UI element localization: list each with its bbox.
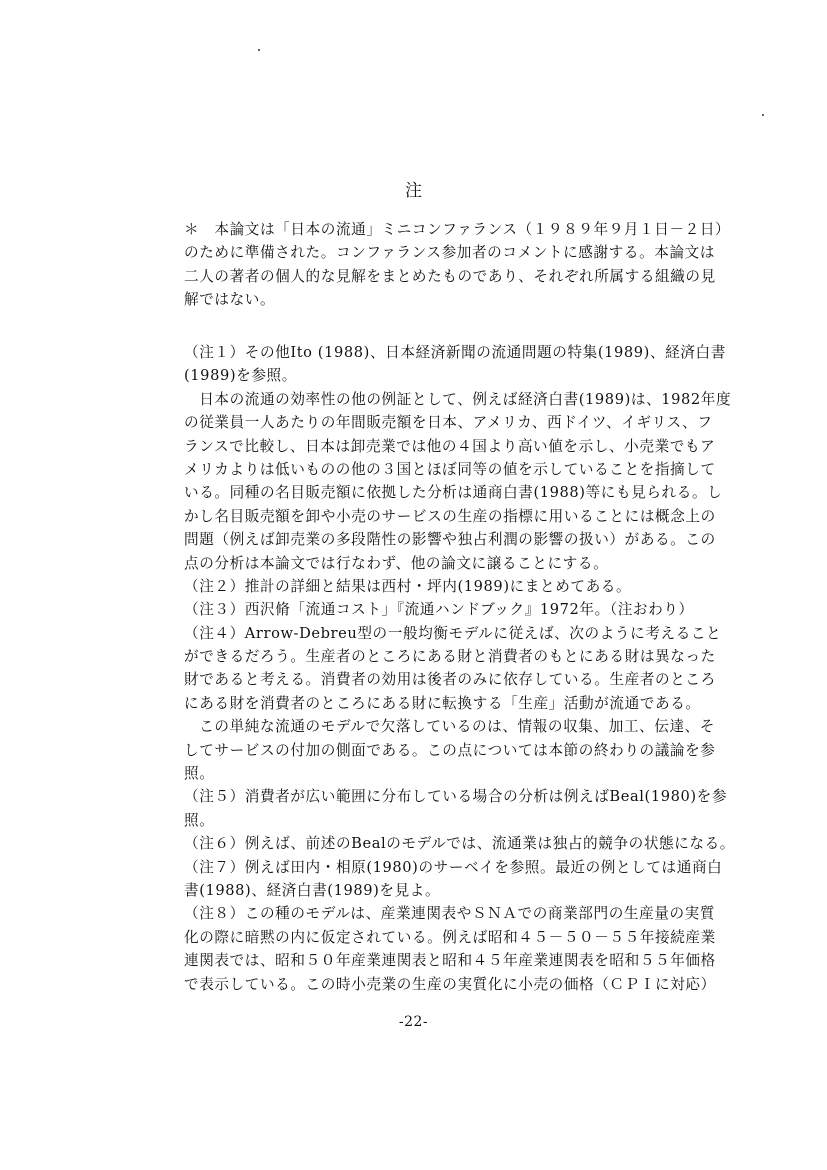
- note-1-line: いる。同種の名目販売額に依拠した分析は通商白書(1988)等にも見られる。し: [184, 484, 723, 502]
- text-line: のために準備された。コンファランス参加者のコメントに感謝する。本論文は: [184, 244, 716, 262]
- note-1-line: ランスで比較し、日本は卸売業では他の４国より高い値を示し、小売業でもア: [184, 437, 716, 455]
- note-8-line: 化の際に暗黙の内に仮定されている。例えば昭和４５－５０－５５年接続産業: [184, 928, 716, 946]
- note-4-line: 財であると考える。消費者の効用は後者のみに依存している。生産者のところ: [184, 671, 716, 689]
- note-8-line: で表示している。この時小売業の生産の実質化に小売の価格（ＣＰＩに対応）: [184, 975, 716, 993]
- footnotes-section: [184, 341, 735, 996]
- note-4-line: この単純な流通のモデルで欠落しているのは、情報の収集、加工、伝達、そ: [184, 718, 716, 736]
- text-line: 解ではない。: [184, 291, 276, 309]
- scan-speck: [258, 49, 260, 51]
- notes-heading: 注: [405, 181, 422, 201]
- note-8-line: 連関表では、昭和５０年産業連関表と昭和４５年産業連関表を昭和５５年価格: [184, 952, 716, 970]
- note-4-line: 照。: [184, 765, 215, 783]
- note-1-line: （注１）その他Ito (1988)、日本経済新聞の流通問題の特集(1989)、経済白書: [184, 344, 726, 361]
- note-1-line: 問題（例えば卸売業の多段階性の影響や独占利潤の影響の扱い）がある。この: [184, 531, 716, 549]
- note-2-line: （注２）推計の詳細と結果は西村・坪内(1989)にまとめてある。: [184, 577, 632, 595]
- note-5-line: 照。: [184, 811, 215, 829]
- note-7-line: 書(1988)、経済白書(1989)を見よ。: [184, 881, 441, 899]
- note-8-line: （注８）この種のモデルは、産業連関表やＳＮＡでの商業部門の生産量の実質: [184, 905, 716, 923]
- note-4-line: ができるだろう。生産者のところにある財と消費者のもとにある財は異なった: [184, 648, 716, 666]
- text-line: ＊ 本論文は「日本の流通」ミニコンファランス（１９８９年９月１日－２日）: [184, 221, 731, 238]
- note-4-line: （注４）Arrow-Debreu型の一般均衡モデルに従えば、次のように考えること: [184, 624, 722, 642]
- note-6-line: （注６）例えば、前述のBealのモデルでは、流通業は独占的競争の状態になる。: [184, 835, 735, 853]
- text-line: 二人の著者の個人的な見解をまとめたものであり、それぞれ所属する組織の見: [184, 267, 716, 285]
- note-4-line: してサービスの付加の側面である。この点については本節の終わりの議論を参: [184, 741, 716, 759]
- note-1-line: かし名目販売額を卸や小売のサービスの生産の指標に用いることには概念上の: [184, 507, 716, 525]
- page-number: -22-: [398, 1014, 429, 1030]
- note-3-line: （注３）西沢脩「流通コスト」『流通ハンドブック』1972年。（注おわり）: [184, 601, 694, 619]
- note-4-line: にある財を消費者のところにある財に転換する「生産」活動が流通である。: [184, 694, 701, 712]
- note-1-line: の従業員一人あたりの年間販売額を日本、アメリカ、西ドイツ、イギリス、フ: [184, 414, 713, 432]
- scan-speck: [762, 114, 764, 116]
- note-1-line: 点の分析は本論文では行なわず、他の論文に譲ることにする。: [184, 554, 609, 572]
- note-5-line: （注５）消費者が広い範囲に分布している場合の分析は例えばBeal(1980)を参: [184, 788, 728, 806]
- note-1-line: 日本の流通の効率性の他の例証として、例えば経済白書(1989)は、1982年度: [184, 390, 732, 408]
- note-1-line: (1989)を参照。: [184, 367, 297, 385]
- acknowledgement-paragraph: [184, 218, 731, 312]
- note-7-line: （注７）例えば田内・相原(1980)のサーベイを参照。最近の例としては通商白: [184, 858, 723, 876]
- note-1-line: メリカよりは低いものの他の３国とほぼ同等の値を示していることを指摘して: [184, 460, 716, 478]
